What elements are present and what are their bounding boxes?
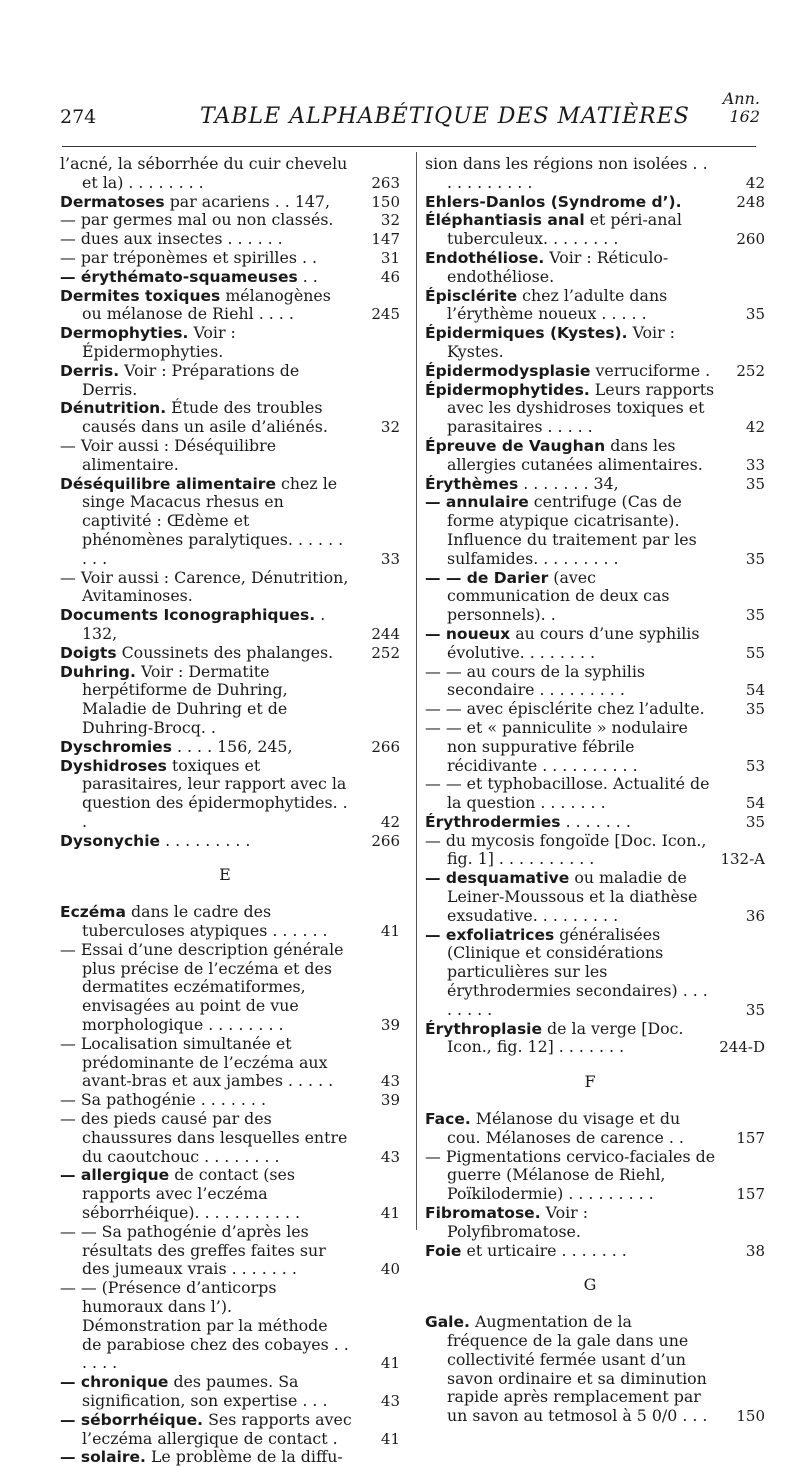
entry-text: Voir : Dermatite herpétiforme de Duhring, Maladie de Duhring et de Duhring-Brocq. .	[82, 661, 288, 737]
page-ref: 46	[380, 267, 400, 286]
page-ref: 266	[371, 831, 400, 850]
page-ref: 35	[745, 549, 765, 568]
page-ref: 54	[745, 794, 765, 813]
entry-heading: Dysonychie	[60, 831, 161, 850]
page-ref: 252	[371, 643, 400, 662]
index-entry	[60, 1035, 400, 1091]
page-ref: 32	[380, 211, 400, 230]
index-entry	[60, 268, 400, 287]
page-ref: 157	[736, 1185, 765, 1204]
running-header	[0, 89, 800, 132]
entry-text: (avec communication de deux cas personnels). .	[447, 567, 670, 625]
entry-text: l’acné, la séborrhée du cuir chevelu et la) . . . . . . . .	[60, 154, 348, 192]
annee-label	[723, 90, 760, 126]
right-column	[425, 155, 765, 1426]
index-entry	[60, 230, 400, 249]
entry-heading: Dénutrition.	[60, 399, 167, 418]
left-column	[60, 155, 400, 1467]
index-entry	[425, 1242, 765, 1261]
index-entry	[60, 1166, 400, 1222]
entry-text: Voir : Polyfibromatose.	[447, 1203, 589, 1241]
entry-heading: Érythrodermies	[425, 812, 561, 831]
entry-text: centrifuge (Cas de forme atypique cicatrisante). Influence du traitement par les sulfamides. . . . . . . . .	[447, 492, 697, 568]
entry-text: — Pigmentations cervico-faciales de guerre (Mélanose de Riehl, Poïkilodermie) . . . . . . . . .	[425, 1146, 716, 1204]
entry-text: dans le cadre des tuberculoses atypiques . . . . . .	[82, 902, 328, 941]
entry-text: et urticaire . . . . . . .	[466, 1240, 627, 1260]
entry-heading: Gale.	[425, 1313, 470, 1332]
page-ref: 244	[371, 624, 400, 643]
index-entry	[60, 1373, 400, 1411]
entry-heading: Épidermiques (Kystes).	[425, 324, 628, 343]
page-ref: 132-A	[720, 850, 765, 869]
entry-heading: — érythémato-squameuses	[60, 267, 298, 286]
page-ref: 39	[380, 1091, 400, 1110]
index-entry	[425, 869, 765, 925]
entry-text: Leurs rapports avec les dyshidroses toxiques et parasitaires . . . . .	[447, 379, 715, 437]
index-entry	[425, 324, 765, 362]
page-ref: 53	[745, 756, 765, 775]
index-entry	[425, 437, 765, 475]
entry-text: au cours d’une syphilis évolutive. . . . . . . .	[447, 623, 700, 662]
entry-text: de la verge [Doc. Icon., fig. 12] . . . . . . .	[447, 1018, 684, 1057]
page-ref: 147	[371, 230, 400, 249]
index-entry	[425, 700, 765, 719]
running-title: TABLE ALPHABÉTIQUE DES MATIÈRES	[200, 104, 690, 129]
entry-text: — — avec épisclérite chez l’adulte.	[425, 699, 705, 719]
entry-text: — — Sa pathogénie d’après les résultats des greffes faites sur des jumeaux vrais . . . . . . .	[60, 1221, 326, 1279]
page-number: 274	[60, 106, 97, 128]
index-entry	[60, 287, 400, 325]
entry-heading: Épidermodysplasie	[425, 361, 591, 380]
entry-text: sion dans les régions non isolées . . . . . . . . . . .	[425, 154, 708, 192]
page-ref: 35	[745, 305, 765, 324]
entry-heading: Érythroplasie	[425, 1019, 542, 1038]
index-entry	[425, 381, 765, 437]
page-ref: 35	[745, 812, 765, 831]
index-entry	[60, 362, 400, 400]
entry-text: — — et « panniculite » nodulaire non suppurative fébrile récidivante . . . . . . . . . .	[425, 717, 688, 775]
page-ref: 35	[745, 1000, 765, 1019]
index-entry	[60, 249, 400, 268]
entry-heading: Derris.	[60, 361, 120, 380]
page-ref: 244-D	[719, 1038, 765, 1057]
entry-heading: Déséquilibre alimentaire	[60, 474, 276, 493]
entry-text: — des pieds causé par des chaussures dans lesquelles entre du caoutchouc . . . . . . . .	[60, 1109, 348, 1166]
page-ref: 260	[736, 230, 765, 249]
index-entry	[60, 663, 400, 738]
page-ref: 42	[745, 418, 765, 437]
page-ref: 157	[736, 1128, 765, 1147]
entry-text: des paumes. Sa signification, son expertise . . .	[82, 1372, 328, 1410]
index-entry	[60, 1223, 400, 1279]
index-entry	[425, 832, 765, 870]
page-ref: 43	[380, 1147, 400, 1166]
index-entry	[425, 719, 765, 775]
entry-text: dans les allergies cutanées alimentaires.	[447, 435, 703, 474]
entry-heading: Dyschromies	[60, 737, 172, 756]
entry-text: — Essai d’une description générale plus précise de l’eczéma et des dermatites eczématiformes, envisagées au point de vue morphologique . . . . . . . .	[60, 939, 344, 1035]
page-ref: 35	[745, 700, 765, 719]
index-entry	[60, 903, 400, 941]
index-entry	[60, 155, 400, 193]
entry-heading: — solaire.	[60, 1448, 146, 1467]
entry-heading: Endothéliose.	[425, 248, 545, 267]
index-entry	[425, 625, 765, 663]
page-ref: 150	[736, 1407, 765, 1426]
page-ref: 54	[745, 681, 765, 700]
entry-text: — Voir aussi : Carence, Dénutrition, Avitaminoses.	[60, 567, 349, 606]
entry-text: verruciforme .	[595, 360, 711, 380]
entry-text: — — au cours de la syphilis secondaire . . . . . . . . .	[425, 661, 646, 700]
index-entry	[425, 249, 765, 287]
index-entry	[60, 1448, 400, 1467]
entry-text: — Localisation simultanée et prédominante de l’eczéma aux avant-bras et aux jambes . . . . .	[60, 1033, 334, 1091]
header-rule	[62, 146, 756, 147]
page-ref: 36	[745, 906, 765, 925]
page-ref: 40	[380, 1260, 400, 1279]
index-entry	[60, 1091, 400, 1110]
index-entry	[60, 832, 400, 851]
index-entry	[425, 287, 765, 325]
entry-text: Voir : Kystes.	[447, 323, 675, 361]
page-ref: 252	[736, 361, 765, 380]
entry-text: de contact (ses rapports avec l’eczéma séborrhéique). . . . . . . . . . .	[82, 1165, 301, 1223]
entry-heading: Épisclérite	[425, 286, 518, 305]
entry-heading: Dermatoses	[60, 192, 165, 211]
page-ref: 42	[745, 173, 765, 192]
entry-text: — Sa pathogénie . . . . . . .	[60, 1090, 266, 1110]
index-entry	[60, 324, 400, 362]
entry-text: — par tréponèmes et spirilles . .	[60, 247, 318, 267]
index-entry	[425, 926, 765, 1020]
entry-text: Voir : Épidermophyties.	[82, 323, 236, 361]
index-entry	[425, 663, 765, 701]
index-entry	[60, 1110, 400, 1166]
page-ref: 41	[380, 1429, 400, 1448]
page-ref: 39	[380, 1016, 400, 1035]
entry-text: — du mycosis fongoïde [Doc. Icon., fig. 1] . . . . . . . . . .	[425, 830, 707, 869]
entry-heading: Éléphantiasis anal	[425, 211, 585, 230]
entry-text: . 132,	[82, 605, 326, 643]
index-entry	[425, 1110, 765, 1148]
index-entry	[60, 757, 400, 832]
index-entry	[425, 475, 765, 494]
index-entry	[425, 569, 765, 625]
entry-text: . . . . . . .	[565, 811, 631, 831]
entry-heading: Face.	[425, 1110, 471, 1129]
page-ref: 41	[380, 922, 400, 941]
index-entry	[60, 1411, 400, 1449]
page-ref: 32	[380, 418, 400, 437]
entry-text: Augmentation de la fréquence de la gale dans une collectivité fermée usant d’un savon ordinaire et sa diminution rapide après remplacement par un savon au tetmosol à 5 0/0 . . .	[447, 1312, 708, 1426]
index-entry	[60, 437, 400, 475]
index-entry	[425, 775, 765, 813]
entry-text: Mélanose du visage et du cou. Mélanoses de carence . .	[447, 1109, 684, 1147]
section-letter: F	[584, 1072, 596, 1092]
index-entry	[60, 644, 400, 663]
entry-text: . .	[302, 266, 318, 286]
entry-heading: — chronique	[60, 1373, 169, 1392]
entry-heading: Dyshidroses	[60, 756, 167, 775]
entry-text: — — et typhobacillose. Actualité de la question . . . . . . .	[425, 774, 710, 813]
index-entry	[60, 738, 400, 757]
entry-heading: — noueux	[425, 624, 511, 643]
entry-heading: — séborrhéique.	[60, 1410, 204, 1429]
entry-heading: Érythèmes	[425, 474, 519, 493]
page-ref: 43	[380, 1072, 400, 1091]
entry-heading: Dermites toxiques	[60, 286, 221, 305]
entry-text: Le problème de la diffu-	[150, 1447, 343, 1467]
entry-heading: — annulaire	[425, 493, 529, 512]
entry-heading: — exfoliatrices	[425, 925, 555, 944]
entry-text: Étude des troubles causés dans un asile d’aliénés.	[82, 398, 328, 437]
index-entry	[425, 493, 765, 568]
index-entry	[425, 1020, 765, 1058]
page-ref: 43	[380, 1392, 400, 1410]
entry-text: Ses rapports avec l’eczéma allergique de contact .	[82, 1409, 352, 1448]
entry-heading: Fibromatose.	[425, 1204, 541, 1223]
entry-heading: Épreuve de Vaughan	[425, 436, 606, 455]
section-letter: G	[583, 1275, 597, 1295]
column-divider	[416, 152, 417, 1230]
page-ref: 263	[371, 173, 400, 192]
entry-text: chez l’adulte dans l’érythème noueux . . . . .	[447, 285, 668, 324]
section-letter: E	[219, 865, 231, 885]
page-ref: 55	[745, 643, 765, 662]
entry-heading: Eczéma	[60, 903, 126, 922]
index-entry	[425, 155, 765, 193]
entry-heading: — allergique	[60, 1166, 170, 1185]
entry-heading: — — de Darier	[425, 568, 549, 587]
entry-heading: Duhring.	[60, 662, 136, 681]
index-entry	[425, 813, 765, 832]
page-ref: 35	[745, 474, 765, 493]
entry-text: . . . . . . . 34,	[523, 473, 619, 493]
page-ref: 35	[745, 606, 765, 625]
page-ref: 266	[371, 737, 400, 756]
entry-heading: Doigts	[60, 643, 117, 662]
annee-abbrev: Ann.	[722, 89, 760, 108]
index-entry	[425, 1148, 765, 1204]
entry-text: Coussinets des phalanges.	[121, 642, 334, 662]
index-entry	[60, 569, 400, 607]
page-ref: 33	[380, 549, 400, 568]
page-ref: 150	[371, 192, 400, 211]
entry-heading: Épidermophytides.	[425, 380, 590, 399]
index-entry	[60, 606, 400, 644]
index-entry	[60, 193, 400, 212]
entry-heading: Dermophyties.	[60, 324, 189, 343]
page-ref: 31	[380, 248, 400, 267]
entry-text: . . . . . . . . .	[165, 830, 251, 850]
index-entry	[60, 1279, 400, 1373]
entry-text: . . . . 156, 245,	[176, 736, 293, 756]
page-ref: 41	[380, 1204, 400, 1223]
entry-text: — Voir aussi : Déséquilibre alimentaire.	[60, 435, 277, 474]
entry-text: toxiques et parasitaires, leur rapport avec la question des épidermophytides. . .	[82, 755, 348, 831]
entry-text: mélanogènes ou mélanose de Riehl . . . .	[82, 285, 331, 324]
entry-text: ou maladie de Leiner-Moussous et la diathèse exsudative. . . . . . . . .	[447, 868, 698, 925]
entry-text: — par germes mal ou non classés.	[60, 210, 334, 230]
entry-text: par acariens . . 147,	[169, 191, 330, 211]
page-ref: 245	[371, 305, 400, 324]
page-ref: 42	[380, 812, 400, 831]
entry-text: — — (Présence d’anticorps humoraux dans l’). Démonstration par la méthode de parabiose chez des cobayes . . . . . .	[60, 1278, 349, 1373]
page-ref: 41	[380, 1354, 400, 1373]
entry-text: et péri-anal tuberculeux. . . . . . . .	[447, 210, 682, 249]
index-entry	[425, 193, 765, 212]
index-entry	[425, 1313, 765, 1426]
entry-heading: Documents Iconographiques.	[60, 606, 316, 625]
entry-heading: — desquamative	[425, 869, 570, 888]
entry-heading: Ehlers-Danlos (Syndrome d’).	[425, 192, 682, 211]
index-entry	[60, 941, 400, 1035]
entry-text: Voir : Réticulo-endothéliose.	[447, 247, 669, 286]
index-entry	[60, 211, 400, 230]
entry-text: — dues aux insectes . . . . . .	[60, 229, 283, 249]
index-entry	[425, 211, 765, 249]
index-entry	[425, 362, 765, 381]
index-entry	[425, 1204, 765, 1242]
index-entry	[60, 475, 400, 569]
entry-text: généralisées (Clinique et considérations particulières sur les érythrodermies secondaires) . . . . . . . .	[447, 924, 708, 1019]
entry-heading: Foie	[425, 1241, 462, 1260]
entry-text: chez le singe Macacus rhesus en captivité : Œdème et phénomènes paralytiques. . . . . . . . .	[82, 473, 344, 568]
annee-number: 162	[729, 107, 760, 126]
page-ref: 38	[745, 1241, 765, 1260]
index-entry	[60, 399, 400, 437]
entry-text: Voir : Préparations de Derris.	[82, 360, 300, 399]
page-ref: 33	[745, 455, 765, 474]
page-ref: 248	[736, 192, 765, 211]
